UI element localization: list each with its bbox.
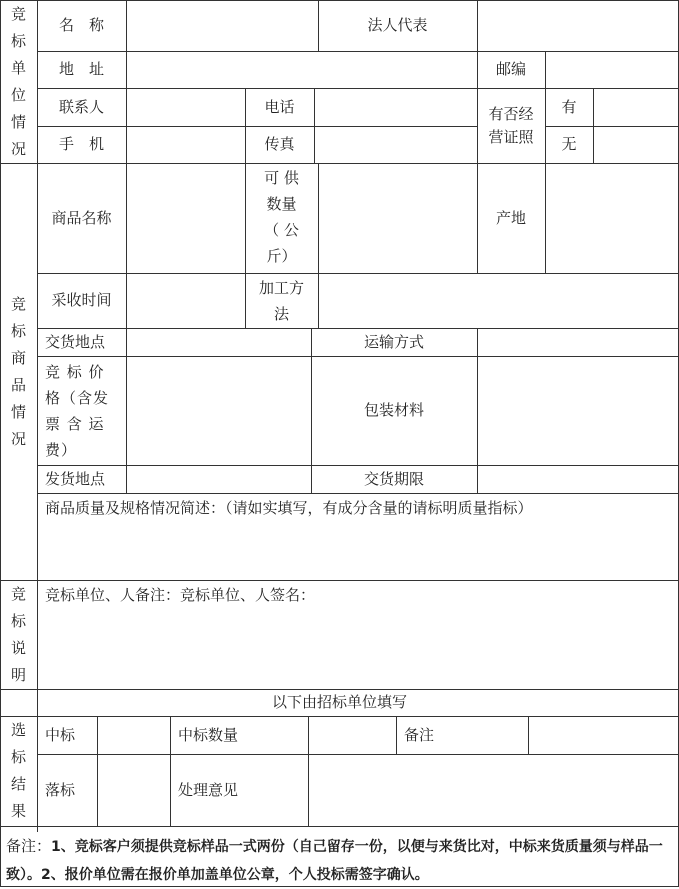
quality-desc-field[interactable] (37, 494, 678, 580)
phone-label: 电话 (264, 97, 295, 116)
price-label: 竞 标 价 格（含发 票 含 运 费） (45, 362, 110, 459)
win-qty-label: 中标数量 (178, 725, 239, 744)
delivery-deadline-label: 交货期限 (363, 469, 424, 488)
goods-section-label-text: 竞 标 商 品 情 况 (10, 294, 26, 448)
name-label: 名 称 (58, 16, 104, 35)
tender-section-label (0, 716, 37, 826)
license-no-label: 无 (561, 135, 577, 154)
legal-rep-label: 法人代表 (367, 16, 428, 35)
ship-place-field[interactable] (127, 466, 311, 493)
price-field[interactable] (127, 357, 311, 465)
supply-qty-field[interactable] (319, 164, 477, 273)
footer-notes (6, 832, 672, 889)
mobile-label: 手 机 (58, 135, 104, 154)
win-label: 中标 (45, 725, 76, 744)
win-qty-field[interactable] (309, 717, 396, 754)
notes-section-label (0, 580, 37, 689)
delivery-place-field[interactable] (127, 329, 311, 356)
postcode-field[interactable] (546, 52, 678, 88)
license-yes-field[interactable] (594, 89, 678, 126)
footer-notes-lead: 备注： (6, 837, 52, 855)
goods-name-field[interactable] (127, 164, 245, 273)
transport-field[interactable] (478, 329, 678, 356)
harvest-time-label: 采收时间 (51, 291, 112, 310)
rule (0, 826, 679, 827)
remarks-label: 竞标单位、人备注：竞标单位、人签名： (45, 586, 316, 604)
delivery-deadline-field[interactable] (478, 466, 678, 493)
supply-qty-label: 可 供 数量 （ 公 斤） (264, 169, 299, 265)
remark-field[interactable] (529, 717, 678, 754)
goods-section-label (0, 163, 37, 580)
handling-field[interactable] (309, 755, 678, 826)
win-field[interactable] (98, 717, 170, 754)
address-label: 地 址 (58, 60, 104, 79)
packaging-field[interactable] (478, 357, 678, 465)
postcode-label: 邮编 (495, 60, 526, 79)
footer-notes-text: 1、竞标客户须提供竞标样品一式两份（自己留存一份，以便与来货比对，中标来货质量须与样品一致）。2、报价单位需在报价单加盖单位公章，个人投标需签字确认。 (6, 839, 663, 883)
harvest-time-field[interactable] (127, 274, 245, 328)
transport-label: 运输方式 (363, 332, 424, 351)
goods-name-label: 商品名称 (51, 208, 112, 227)
handling-label: 处理意见 (178, 780, 239, 799)
lose-label: 落标 (45, 780, 76, 799)
processing-label: 加工方 法 (258, 278, 304, 323)
bidder-section-label (0, 0, 37, 163)
fax-field[interactable] (315, 127, 477, 163)
origin-field[interactable] (546, 164, 678, 273)
tender-header: 以下由招标单位填写 (271, 693, 407, 712)
remarks-field[interactable] (37, 581, 678, 689)
packaging-label: 包装材料 (363, 401, 424, 420)
phone-field[interactable] (315, 89, 477, 126)
quality-desc-label: 商品质量及规格情况简述：（请如实填写，有成分含量的请标明质量指标） (45, 499, 533, 517)
notes-section-label-text: 竞 标 说 明 (10, 584, 26, 684)
mobile-field[interactable] (127, 127, 245, 163)
fax-label: 传真 (264, 135, 295, 154)
contact-field[interactable] (127, 89, 245, 126)
license-no-field[interactable] (594, 127, 678, 163)
lose-field[interactable] (98, 755, 170, 826)
contact-label: 联系人 (58, 97, 104, 116)
license-label: 有否经 营证照 (488, 105, 534, 146)
processing-field[interactable] (319, 274, 678, 328)
origin-label: 产地 (495, 208, 526, 227)
remark-label: 备注 (404, 725, 435, 744)
delivery-place-label: 交货地点 (45, 332, 106, 351)
address-field[interactable] (127, 52, 477, 88)
license-yes-label: 有 (561, 97, 577, 116)
name-field[interactable] (127, 1, 318, 51)
legal-rep-field[interactable] (478, 1, 678, 51)
ship-place-label: 发货地点 (45, 469, 106, 488)
tender-section-label-text: 选 标 结 果 (10, 721, 26, 820)
bidder-section-label-text: 竞 标 单 位 情 况 (10, 4, 26, 158)
